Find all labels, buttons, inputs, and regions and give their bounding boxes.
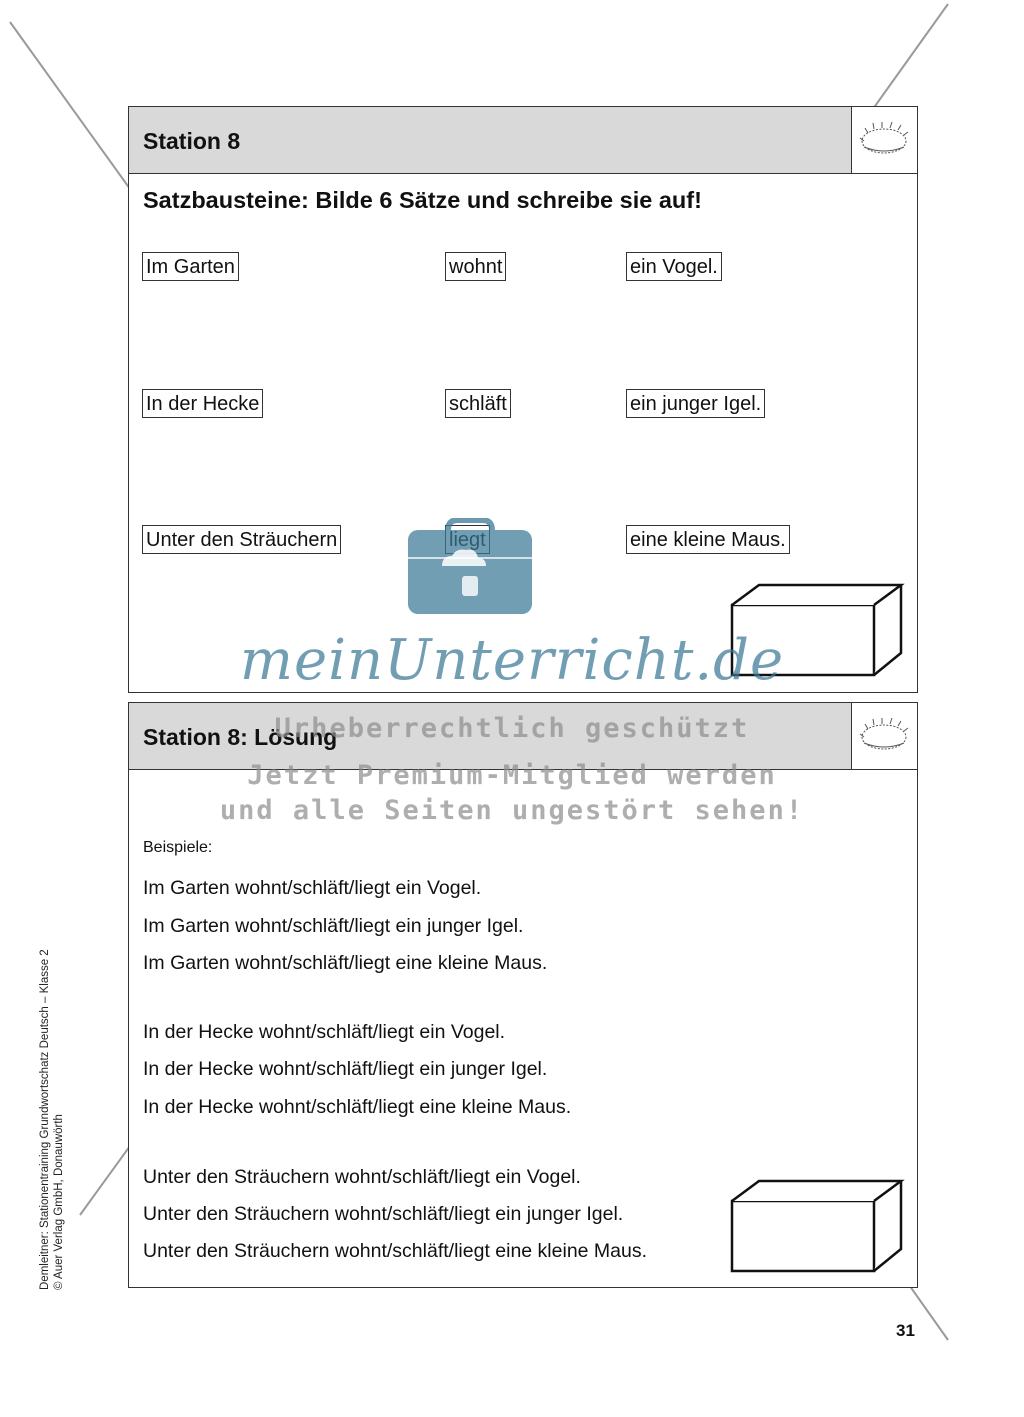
watermark-line: Urheberrechtlich geschützt bbox=[274, 713, 750, 744]
solution-sentence: In der Hecke wohnt/schläft/liegt eine kleine Maus. bbox=[143, 1096, 572, 1118]
sentence-block: ein junger Igel. bbox=[626, 389, 765, 418]
solution-sentence: Unter den Sträuchern wohnt/schläft/liegt eine kleine Maus. bbox=[143, 1240, 648, 1262]
sentence-block: eine kleine Maus. bbox=[626, 525, 790, 554]
station-header bbox=[129, 107, 917, 174]
brick-icon bbox=[729, 1177, 909, 1275]
solution-sentence: Unter den Sträuchern wohnt/schläft/liegt ein Vogel. bbox=[143, 1166, 581, 1188]
source-line: Demleitner: Stationentraining Grundwortschatz Deutsch – Klasse 2 bbox=[39, 949, 51, 1290]
hedgehog-icon bbox=[851, 107, 917, 173]
briefcase-watermark-icon bbox=[404, 518, 536, 618]
sentence-block: wohnt bbox=[445, 252, 506, 281]
sentence-block: In der Hecke bbox=[142, 389, 263, 418]
solution-sentence: Im Garten wohnt/schläft/liegt ein Vogel. bbox=[143, 877, 482, 899]
source-line: © Auer Verlag GmbH, Donauwörth bbox=[53, 1114, 65, 1290]
solution-sentence: Im Garten wohnt/schläft/liegt ein junger Igel. bbox=[143, 915, 524, 937]
sentence-block: Im Garten bbox=[142, 252, 239, 281]
examples-label: Beispiele: bbox=[143, 839, 213, 856]
sentence-block: Unter den Sträuchern bbox=[142, 525, 341, 554]
solution-sentence: In der Hecke wohnt/schläft/liegt ein Vogel. bbox=[143, 1021, 506, 1043]
watermark-line: und alle Seiten ungestört sehen! bbox=[219, 795, 805, 826]
station-title: Station 8 bbox=[143, 128, 241, 154]
watermark-logo: meinUnterricht.de bbox=[239, 628, 785, 693]
watermark-line: Jetzt Premium-Mitglied werden bbox=[247, 760, 777, 791]
sentence-block: schläft bbox=[445, 389, 511, 418]
page-number: 31 bbox=[896, 1321, 915, 1340]
sentence-block: ein Vogel. bbox=[626, 252, 722, 281]
solution-sentence: In der Hecke wohnt/schläft/liegt ein junger Igel. bbox=[143, 1058, 548, 1080]
solution-sentence: Im Garten wohnt/schläft/liegt eine kleine Maus. bbox=[143, 952, 548, 974]
source-note bbox=[38, 930, 66, 1290]
solution-title: Station 8: Lösung bbox=[143, 724, 338, 750]
task-instruction: Satzbausteine: Bilde 6 Sätze und schreibe sie auf! bbox=[143, 187, 702, 213]
solution-sentence: Unter den Sträuchern wohnt/schläft/liegt ein junger Igel. bbox=[143, 1203, 624, 1225]
